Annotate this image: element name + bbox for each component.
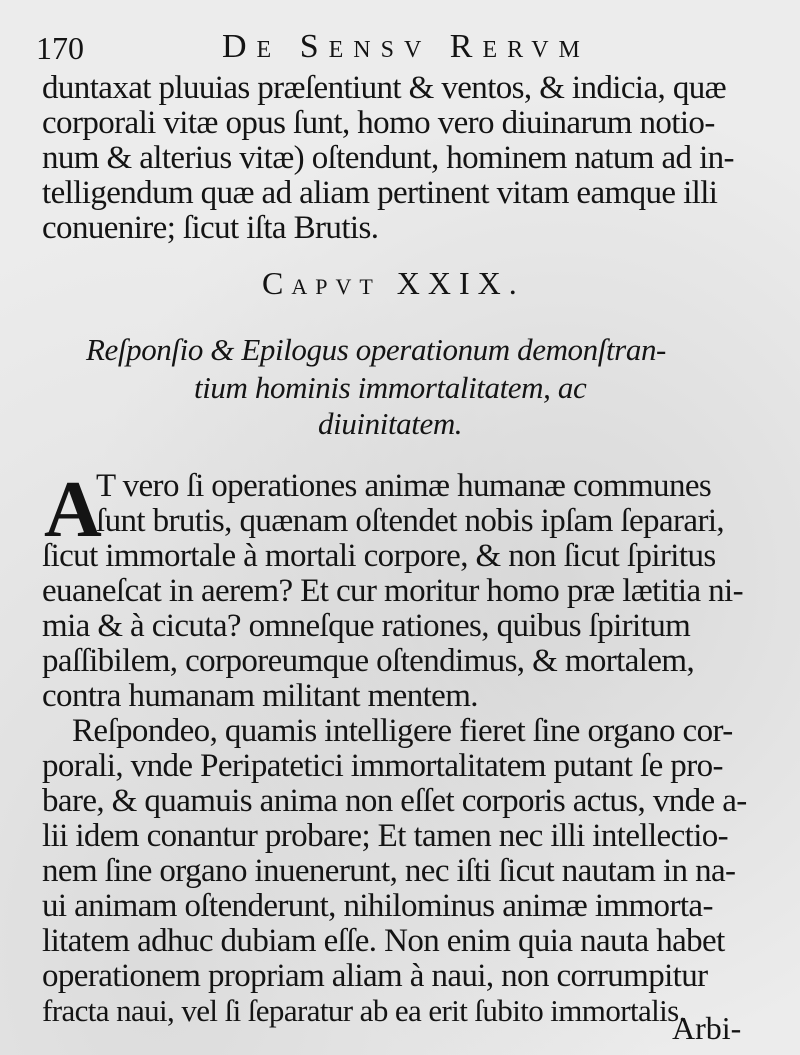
text-line: ui animam oſtenderunt, nihilominus animæ immorta- <box>42 888 713 924</box>
catchword: Arbi- <box>672 1010 742 1046</box>
text-line: fracta naui, vel ſi ſeparatur ab ea erit ſubito immortalis. <box>42 993 686 1028</box>
text-line: bare, & quamuis anima non eſſet corporis actus, vnde a- <box>42 783 747 819</box>
page-header <box>30 26 770 66</box>
text-line: contra humanam militant mentem. <box>42 678 478 714</box>
text-line: paſſibilem, corporeumque oſtendimus, & mortalem, <box>42 643 695 679</box>
drop-cap: A <box>44 466 102 554</box>
text-line: porali, vnde Peripatetici immortalitatem putant ſe pro- <box>42 748 723 784</box>
text-line: ſunt brutis, quænam oſtendet nobis ipſam ſeparari, <box>96 503 725 539</box>
text-line: nem ſine organo inuenerunt, nec iſti ſicut nautam in na- <box>42 853 736 889</box>
text-line: ſicut immortale à mortali corpore, & non ſicut ſpiritus <box>42 538 716 574</box>
subtitle-line: Reſponſio & Epilogus operationum demonſtran- <box>86 332 666 367</box>
subtitle-line: tium hominis immortalitatem, ac <box>194 370 587 405</box>
text-line: duntaxat pluuias præſentiunt & ventos, & indicia, quæ <box>42 70 727 106</box>
text-line: T vero ſi operationes animæ humanæ communes <box>96 468 712 504</box>
text-line: lii idem conantur probare; Et tamen nec illi intellectio- <box>42 818 729 854</box>
chapter-title: Capvt XXIX. <box>262 265 525 301</box>
text-line: euaneſcat in aerem? Et cur moritur homo præ lætitia ni- <box>42 573 744 609</box>
text-line: conuenire; ſicut iſta Brutis. <box>42 210 379 246</box>
text-line: mia & à cicuta? omneſque rationes, quibus ſpiritum <box>42 608 691 644</box>
text-line: num & alterius vitæ) oſtendunt, hominem natum ad in- <box>42 140 734 176</box>
text-line: operationem propriam aliam à naui, non corrumpitur <box>42 958 708 994</box>
running-head: De Sensv Rervm <box>222 28 590 65</box>
text-line: Reſpondeo, quamis intelligere fieret ſine organo cor- <box>72 713 733 749</box>
text-line: litatem adhuc dubiam eſſe. Non enim quia nauta habet <box>42 923 725 959</box>
page-number: 170 <box>36 30 84 66</box>
text-line: telligendum quæ ad aliam pertinent vitam eamque illi <box>42 175 718 211</box>
text-line: corporali vitæ opus ſunt, homo vero diuinarum notio- <box>42 105 715 141</box>
subtitle-line: diuinitatem. <box>318 406 463 441</box>
